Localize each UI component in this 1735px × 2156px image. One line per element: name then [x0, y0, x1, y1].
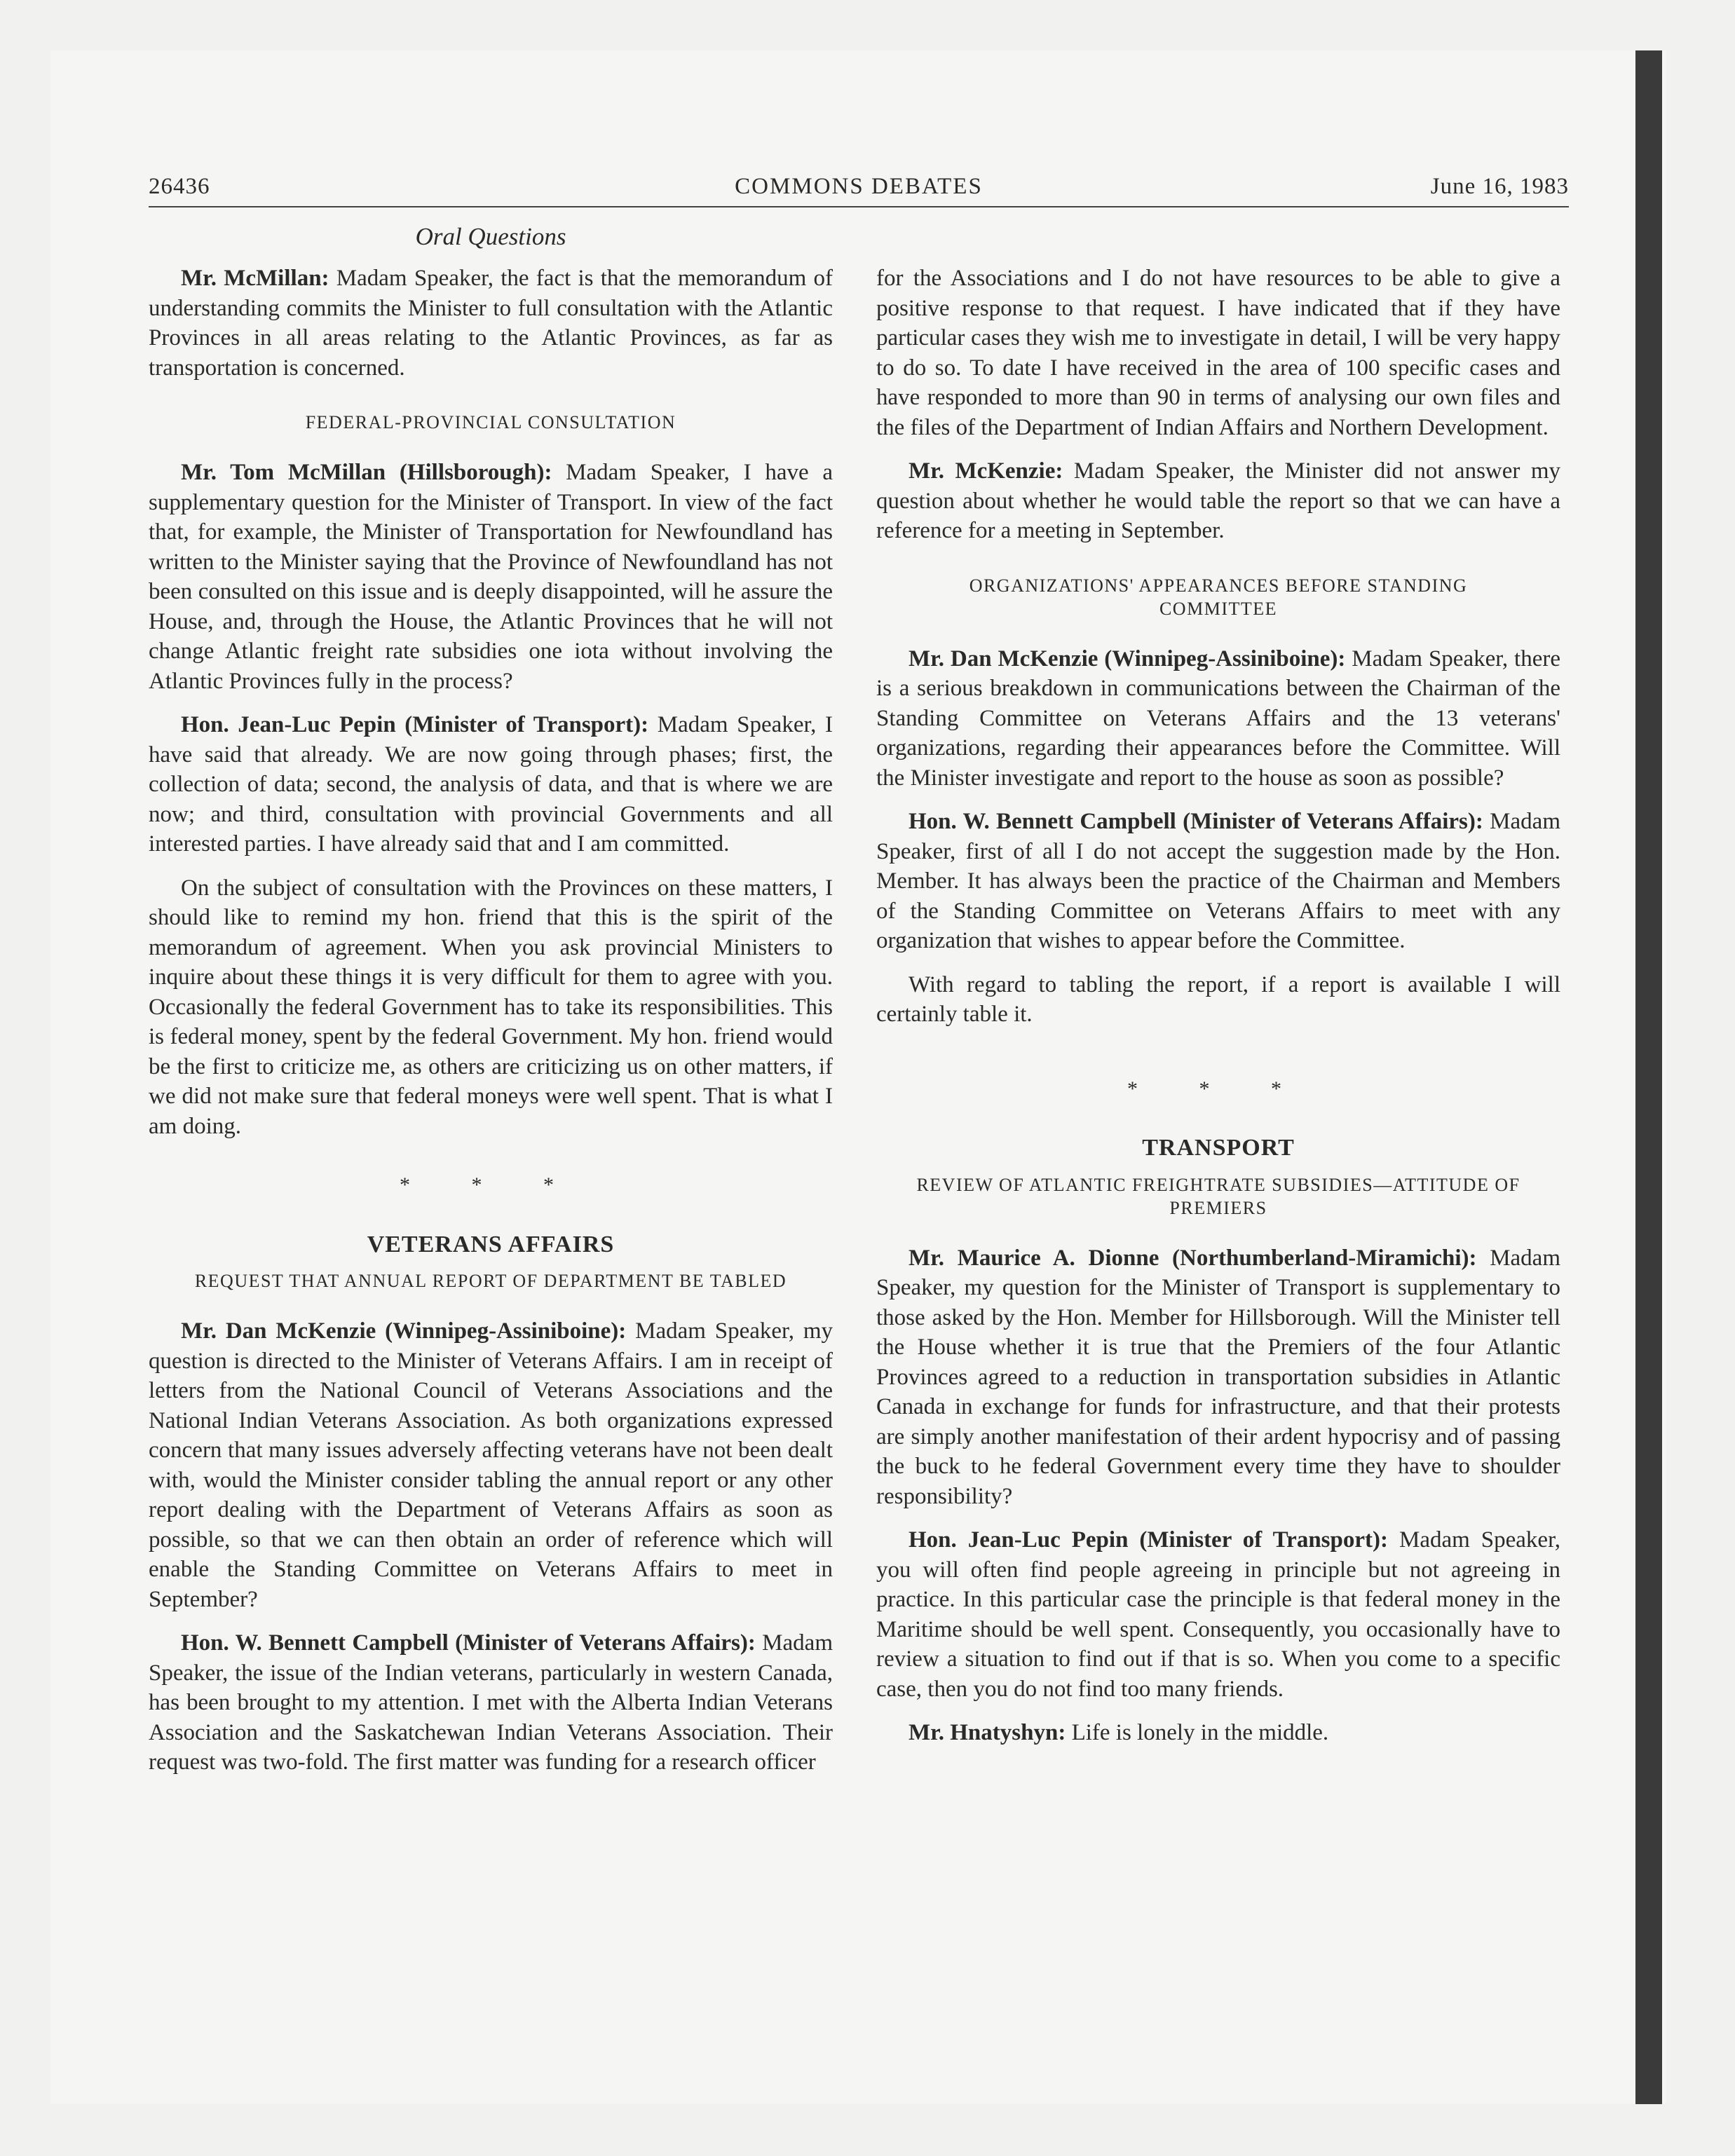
- paragraph: [876, 807, 1560, 956]
- section-heading: TRANSPORT: [1142, 1135, 1295, 1161]
- speaker-name: Hon. Jean-Luc Pepin (Minister of Transport):: [909, 1527, 1388, 1553]
- paragraph: for the Associations and I do not have resources to be able to give a positive response to that request. I have indicated that if they have particular cases they wish me to investigate in detail, I will be very happy to do so. To date I have received in the area of 100 specific cases and have responded to more than 90 in terms of analysing our own files and the files of the Department of Indian Affairs and Northern Development.: [876, 266, 1560, 440]
- paragraph: [876, 1718, 1560, 1748]
- section-subheading: ORGANIZATIONS' APPEARANCES BEFORE STANDING COMMITTEE: [969, 575, 1468, 619]
- paragraph: [149, 458, 833, 696]
- speaker-name: Hon. Jean-Luc Pepin (Minister of Transport):: [181, 712, 649, 737]
- speech-text: Madam Speaker, I have said that already. We are now going through phases; first, the collection of data; second, the analysis of data, and that is where we are now; and third, consultation with provincial Governments and all interested parties. I have already said that and I am committed.: [149, 712, 833, 857]
- right-column: [876, 264, 1560, 1748]
- speaker-name: Hon. W. Bennett Campbell (Minister of Veterans Affairs):: [909, 809, 1483, 834]
- publication-date: June 16, 1983: [1430, 174, 1569, 199]
- paragraph: [876, 456, 1560, 546]
- left-column: [149, 264, 833, 1778]
- speaker-name: Mr. McKenzie:: [909, 458, 1063, 484]
- speaker-name: Mr. Dan McKenzie (Winnipeg-Assiniboine):: [181, 1318, 627, 1344]
- section-separator: * * *: [1127, 1077, 1309, 1100]
- paragraph: [149, 1628, 833, 1778]
- section-subheading: REVIEW OF ATLANTIC FREIGHTRATE SUBSIDIES—ATTITUDE OF PREMIERS: [916, 1174, 1520, 1218]
- speaker-name: Mr. Tom McMillan (Hillsborough):: [181, 460, 552, 485]
- paragraph: With regard to tabling the report, if a report is available I will certainly table it.: [876, 971, 1560, 1027]
- paragraph: [876, 1525, 1560, 1704]
- section-separator: * * *: [400, 1173, 582, 1196]
- section-heading: VETERANS AFFAIRS: [367, 1231, 615, 1257]
- speech-text: Life is lonely in the middle.: [1066, 1720, 1329, 1745]
- speech-text: Madam Speaker, you will often find people agreeing in principle but not agreeing in practice. In this particular case the principle is that federal money in the Maritime should be well spent. Consequently, you occasionally have to review a situation to find out if that is so. When you come to a specific case, then you do not find too many friends.: [876, 1527, 1560, 1702]
- speech-text: Madam Speaker, the fact is that the memorandum of understanding commits the Minister to full consultation with the Atlantic Provinces in all areas relating to the Atlantic Provinces, as far as transportation is concerned.: [149, 266, 833, 381]
- paragraph: [876, 1243, 1560, 1512]
- header-rule: [149, 206, 1569, 207]
- running-head: Oral Questions: [415, 223, 566, 250]
- paragraph: On the subject of consultation with the Provinces on these matters, I should like to remind my hon. friend that this is the spirit of the memorandum of agreement. When you ask provincial Ministers to inquire about these things it is very difficult for them to agree with you. Occasionally the federal Government has to take its responsibilities. This is federal money, spent by the federal Government. My hon. friend would be the first to criticize me, as others are criticizing us on other matters, if we did not make sure that federal moneys were well spent. That is what I am doing.: [149, 875, 833, 1139]
- speech-text: Madam Speaker, the Minister did not answer my question about whether he would table the report so that we can have a reference for a meeting in September.: [876, 458, 1560, 543]
- publication-title: COMMONS DEBATES: [735, 174, 983, 199]
- paragraph: [149, 264, 833, 383]
- speaker-name: Mr. Maurice A. Dionne (Northumberland-Miramichi):: [909, 1245, 1477, 1271]
- speaker-name: Mr. Dan McKenzie (Winnipeg-Assiniboine):: [909, 646, 1346, 671]
- speaker-name: Hon. W. Bennett Campbell (Minister of Veterans Affairs):: [181, 1630, 756, 1656]
- speech-text: Madam Speaker, my question is directed to the Minister of Veterans Affairs. I am in receipt of letters from the National Council of Veterans Associations and the National Indian Veterans Association. As both organizations expressed concern that many issues adversely affecting veterans have not been dealt with, would the Minister consider tabling the annual report or any other report dealing with the Department of Veterans Affairs as soon as possible, so that we can then obtain an order of reference which will enable the Standing Committee on Veterans Affairs to meet in September?: [149, 1318, 833, 1612]
- page-number: 26436: [149, 174, 210, 199]
- speech-text: Madam Speaker, the issue of the Indian veterans, particularly in western Canada, has been brought to my attention. I met with the Alberta Indian Veterans Association and the Saskatchewan Indian Veterans Association. Their request was two-fold. The first matter was funding for a research officer: [149, 1630, 833, 1775]
- page-header: [149, 174, 1569, 207]
- speaker-name: Mr. McMillan:: [181, 266, 329, 291]
- paragraph: [149, 710, 833, 859]
- speech-text: Madam Speaker, I have a supplementary question for the Minister of Transport. In view of the fact that, for example, the Minister of Transportation for Newfoundland has written to the Minister saying that the Province of Newfoundland has not been consulted on this issue and is deeply disappointed, will he assure the House, and, through the House, the Atlantic Provinces that he will not change Atlantic freight rate subsidies one iota without involving the Atlantic Provinces fully in the process?: [149, 460, 833, 694]
- paragraph: [876, 644, 1560, 793]
- paragraph: [149, 1316, 833, 1614]
- section-subheading: FEDERAL-PROVINCIAL CONSULTATION: [305, 412, 676, 432]
- speech-text: Madam Speaker, my question for the Minister of Transport is supplementary to those asked by the Hon. Member for Hillsborough. Will the Minister tell the House whether it is true that the Premiers of the four Atlantic Provinces agreed to a reduction in transportation subsidies in Atlantic Canada in exchange for funds for infrastructure, and that their protests are simply another manifestation of their ardent hypocrisy and of passing the buck to he federal Government every time they have to shoulder responsibility?: [876, 1245, 1560, 1509]
- scan-border: [1635, 50, 1662, 2104]
- speech-text: Madam Speaker, first of all I do not accept the suggestion made by the Hon. Member. It has always been the practice of the Chairman and Members of the Standing Committee on Veterans Affairs to meet with any organization that wishes to appear before the Committee.: [876, 809, 1560, 953]
- speaker-name: Mr. Hnatyshyn:: [909, 1720, 1066, 1745]
- speech-text: Madam Speaker, there is a serious breakdown in communications between the Chairman of the Standing Committee on Veterans Affairs and the 13 veterans' organizations, regarding their appearances before the Committee. Will the Minister investigate and report to the house as soon as possible?: [876, 646, 1560, 791]
- section-subheading: REQUEST THAT ANNUAL REPORT OF DEPARTMENT BE TABLED: [194, 1271, 787, 1291]
